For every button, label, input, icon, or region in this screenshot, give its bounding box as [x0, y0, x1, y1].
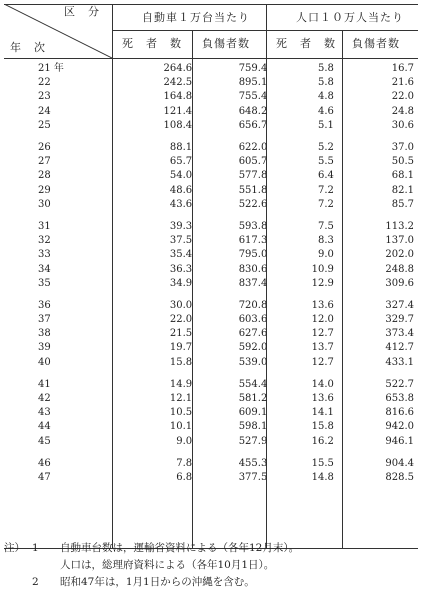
deaths-per-100k-pop-cell: 13.7	[311, 342, 334, 354]
table-row	[4, 184, 418, 198]
deaths-per-100k-pop-cell: 14.0	[311, 378, 334, 390]
header-mid-rule	[112, 30, 418, 31]
injured-per-10k-vehicles-cell: 895.1	[238, 77, 268, 89]
injured-per-10k-vehicles-cell: 656.7	[238, 119, 268, 131]
group-spacer	[4, 449, 418, 457]
table-row	[4, 248, 418, 262]
deaths-per-10k-vehicles-cell: 65.7	[169, 156, 193, 168]
deaths-per-100k-pop-cell: 14.8	[311, 471, 334, 483]
injured-per-100k-pop-cell: 373.4	[385, 328, 414, 340]
deaths-per-100k-pop-cell: 13.6	[311, 299, 334, 311]
injured-per-10k-vehicles-cell: 554.4	[238, 378, 268, 390]
deaths-per-100k-pop-cell: 16.2	[311, 435, 334, 447]
notes-label: 注）	[4, 542, 25, 554]
year-cell: 23	[38, 91, 51, 103]
year-cell: 27	[38, 156, 51, 168]
table-row	[4, 62, 418, 76]
note-2-line-1	[4, 574, 418, 591]
injured-per-100k-pop-cell: 816.6	[385, 407, 414, 419]
injured-per-100k-pop-cell: 653.8	[385, 393, 414, 405]
group1-header: 自動車１万台当たり	[142, 11, 250, 24]
table-row	[4, 277, 418, 291]
year-cell: 31	[38, 220, 51, 232]
injured-per-10k-vehicles-cell: 648.2	[238, 105, 268, 117]
injured-per-100k-pop-cell: 904.4	[385, 457, 414, 469]
deaths-per-10k-vehicles-cell: 12.1	[169, 393, 193, 405]
deaths-per-10k-vehicles-cell: 164.8	[163, 91, 193, 103]
deaths-per-10k-vehicles-cell: 7.8	[176, 457, 193, 469]
year-cell: 46	[38, 457, 51, 469]
injured-per-10k-vehicles-cell: 593.8	[238, 220, 268, 232]
deaths-per-100k-pop-cell: 12.9	[311, 277, 334, 289]
deaths-per-10k-vehicles-cell: 264.6	[163, 63, 193, 75]
year-cell: 25	[38, 119, 51, 131]
deaths-per-10k-vehicles-cell: 54.0	[169, 170, 193, 182]
injured-per-100k-pop-cell: 522.7	[385, 378, 414, 390]
deaths-per-10k-vehicles-cell: 37.5	[169, 235, 193, 247]
injured-per-100k-pop-cell: 942.0	[385, 421, 414, 433]
year-cell: 35	[38, 277, 51, 289]
injured-per-100k-pop-cell: 433.1	[385, 356, 414, 368]
col-deaths-header: 死 者 数	[122, 37, 182, 50]
year-cell: 42	[38, 393, 51, 405]
corner-bottom-label: 年 次	[10, 41, 46, 54]
table-row	[4, 406, 418, 420]
injured-per-10k-vehicles-cell: 455.3	[238, 457, 268, 469]
injured-per-10k-vehicles-cell: 627.6	[238, 328, 268, 340]
deaths-per-100k-pop-cell: 9.0	[317, 249, 334, 261]
deaths-per-10k-vehicles-cell: 39.3	[169, 220, 193, 232]
injured-per-100k-pop-cell: 82.1	[391, 184, 414, 196]
injured-per-100k-pop-cell: 412.7	[385, 342, 414, 354]
table-row	[4, 105, 418, 119]
year-cell: 45	[38, 435, 51, 447]
deaths-per-100k-pop-cell: 5.5	[317, 156, 334, 168]
injured-per-10k-vehicles-cell: 795.0	[238, 249, 268, 261]
injured-per-10k-vehicles-cell: 605.7	[238, 156, 268, 168]
note-2-text-1: 昭和47年は，1月1日からの沖縄を含む。	[60, 576, 255, 588]
injured-per-100k-pop-cell: 113.2	[385, 220, 414, 232]
deaths-per-10k-vehicles-cell: 48.6	[169, 184, 193, 196]
injured-per-100k-pop-cell: 327.4	[385, 299, 414, 311]
injured-per-100k-pop-cell: 37.0	[391, 142, 414, 154]
deaths-per-10k-vehicles-cell: 88.1	[169, 142, 193, 154]
deaths-per-100k-pop-cell: 15.5	[311, 457, 334, 469]
injured-per-10k-vehicles-cell: 617.3	[238, 235, 268, 247]
deaths-per-100k-pop-cell: 10.9	[311, 263, 334, 275]
table-row	[4, 234, 418, 248]
note-1-line-2	[4, 557, 418, 574]
year-cell: 32	[38, 235, 51, 247]
deaths-per-10k-vehicles-cell: 121.4	[163, 105, 193, 117]
deaths-per-100k-pop-cell: 12.7	[311, 356, 334, 368]
table-row	[4, 220, 418, 234]
deaths-per-100k-pop-cell: 12.0	[311, 314, 334, 326]
year-cell: 29	[38, 184, 51, 196]
year-cell: 43	[38, 407, 51, 419]
deaths-per-10k-vehicles-cell: 30.0	[169, 299, 193, 311]
deaths-per-100k-pop-cell: 4.6	[317, 105, 334, 117]
injured-per-100k-pop-cell: 50.5	[391, 156, 414, 168]
year-cell: 41	[38, 378, 51, 390]
injured-per-100k-pop-cell: 68.1	[391, 170, 414, 182]
injured-per-10k-vehicles-cell: 577.8	[238, 170, 268, 182]
table-row	[4, 392, 418, 406]
year-cell: 22	[38, 77, 51, 89]
injured-per-100k-pop-cell: 828.5	[385, 471, 414, 483]
table-row	[4, 119, 418, 133]
table-row	[4, 141, 418, 155]
injured-per-10k-vehicles-cell: 551.8	[238, 184, 268, 196]
table-row	[4, 313, 418, 327]
deaths-per-10k-vehicles-cell: 15.8	[169, 356, 193, 368]
deaths-per-100k-pop-cell: 7.2	[317, 198, 334, 210]
deaths-per-10k-vehicles-cell: 242.5	[163, 77, 193, 89]
injured-per-10k-vehicles-cell: 830.6	[238, 263, 268, 275]
group-spacer	[4, 133, 418, 141]
year-cell: 47	[38, 471, 51, 483]
deaths-per-100k-pop-cell: 7.5	[317, 220, 334, 232]
year-cell: 38	[38, 328, 51, 340]
deaths-per-10k-vehicles-cell: 43.6	[169, 198, 193, 210]
corner-top-label: 区 分	[64, 5, 100, 18]
deaths-per-100k-pop-cell: 15.8	[311, 421, 334, 433]
year-cell: 40	[38, 356, 51, 368]
table-row	[4, 299, 418, 313]
col-injured-header: 負傷者数	[202, 37, 250, 50]
year-cell: 30	[38, 198, 51, 210]
deaths-per-100k-pop-cell: 14.1	[311, 407, 334, 419]
deaths-per-10k-vehicles-cell: 6.8	[176, 471, 193, 483]
deaths-per-100k-pop-cell: 13.6	[311, 393, 334, 405]
deaths-per-100k-pop-cell: 4.8	[317, 91, 334, 103]
table-row	[4, 262, 418, 276]
year-cell: 34	[38, 263, 51, 275]
deaths-per-10k-vehicles-cell: 10.5	[169, 407, 193, 419]
table-row	[4, 155, 418, 169]
injured-per-10k-vehicles-cell: 592.0	[238, 342, 268, 354]
header-bottom-rule	[4, 58, 418, 59]
table-row	[4, 420, 418, 434]
injured-per-100k-pop-cell: 85.7	[391, 198, 414, 210]
injured-per-10k-vehicles-cell: 539.0	[238, 356, 268, 368]
col-deaths2-header: 死 者 数	[276, 37, 336, 50]
deaths-per-100k-pop-cell: 5.1	[317, 119, 334, 131]
injured-per-10k-vehicles-cell: 755.4	[238, 91, 268, 103]
deaths-per-100k-pop-cell: 8.3	[317, 235, 334, 247]
injured-per-10k-vehicles-cell: 759.4	[238, 63, 268, 75]
injured-per-10k-vehicles-cell: 720.8	[238, 299, 268, 311]
deaths-per-10k-vehicles-cell: 108.4	[163, 119, 193, 131]
deaths-per-100k-pop-cell: 7.2	[317, 184, 334, 196]
injured-per-100k-pop-cell: 30.6	[391, 119, 414, 131]
group2-header: 人口１０万人当たり	[296, 11, 404, 24]
table-row	[4, 378, 418, 392]
year-cell: 33	[38, 249, 51, 261]
note-1-text-2: 人口は，総理府資料による（各年10月1日）。	[60, 559, 275, 571]
table-row	[4, 356, 418, 370]
year-cell: 37	[38, 314, 51, 326]
deaths-per-10k-vehicles-cell: 9.0	[176, 435, 193, 447]
deaths-per-100k-pop-cell: 5.8	[317, 77, 334, 89]
table-row	[4, 435, 418, 449]
injured-per-10k-vehicles-cell: 377.5	[238, 471, 268, 483]
table-row	[4, 327, 418, 341]
group-spacer	[4, 370, 418, 378]
year-cell: 36	[38, 299, 51, 311]
table-row	[4, 471, 418, 485]
deaths-per-10k-vehicles-cell: 19.7	[169, 342, 193, 354]
deaths-per-100k-pop-cell: 6.4	[317, 170, 334, 182]
deaths-per-100k-pop-cell: 5.2	[317, 142, 334, 154]
col-injured2-header: 負傷者数	[352, 37, 400, 50]
note-1-number: 1	[32, 542, 39, 554]
injured-per-10k-vehicles-cell: 622.0	[238, 142, 268, 154]
year-cell: 44	[38, 421, 51, 433]
note-2-number: 2	[32, 576, 39, 588]
injured-per-100k-pop-cell: 16.7	[391, 63, 414, 75]
table-row	[4, 341, 418, 355]
year-cell: 24	[38, 105, 51, 117]
deaths-per-10k-vehicles-cell: 10.1	[169, 421, 193, 433]
injured-per-10k-vehicles-cell: 581.2	[238, 393, 268, 405]
deaths-per-10k-vehicles-cell: 14.9	[169, 378, 193, 390]
note-1-text-1: 自動車台数は，運輸省資料による（各年12月末）。	[60, 542, 300, 554]
injured-per-100k-pop-cell: 202.0	[385, 249, 414, 261]
injured-per-10k-vehicles-cell: 609.1	[238, 407, 268, 419]
year-cell: 21 年	[38, 63, 64, 75]
injured-per-100k-pop-cell: 137.0	[385, 235, 414, 247]
year-cell: 39	[38, 342, 51, 354]
injured-per-10k-vehicles-cell: 522.6	[238, 198, 268, 210]
deaths-per-10k-vehicles-cell: 22.0	[169, 314, 193, 326]
notes	[4, 540, 418, 591]
injured-per-100k-pop-cell: 946.1	[385, 435, 414, 447]
injured-per-100k-pop-cell: 22.0	[391, 91, 414, 103]
injured-per-100k-pop-cell: 21.6	[391, 77, 414, 89]
note-1-line-1	[4, 540, 418, 557]
injured-per-10k-vehicles-cell: 527.9	[238, 435, 268, 447]
table-row	[4, 457, 418, 471]
deaths-per-100k-pop-cell: 12.7	[311, 328, 334, 340]
injured-per-10k-vehicles-cell: 598.1	[238, 421, 268, 433]
injured-per-100k-pop-cell: 24.8	[391, 105, 414, 117]
deaths-per-100k-pop-cell: 5.8	[317, 63, 334, 75]
table-row	[4, 169, 418, 183]
year-cell: 26	[38, 142, 51, 154]
deaths-per-10k-vehicles-cell: 21.5	[169, 328, 193, 340]
injured-per-100k-pop-cell: 309.6	[385, 277, 414, 289]
injured-per-100k-pop-cell: 329.7	[385, 314, 414, 326]
deaths-per-10k-vehicles-cell: 35.4	[169, 249, 193, 261]
table-row	[4, 76, 418, 90]
injured-per-100k-pop-cell: 248.8	[385, 263, 414, 275]
table-row	[4, 90, 418, 104]
year-cell: 28	[38, 170, 51, 182]
deaths-per-10k-vehicles-cell: 36.3	[169, 263, 193, 275]
group-spacer	[4, 291, 418, 299]
injured-per-10k-vehicles-cell: 603.6	[238, 314, 268, 326]
deaths-per-10k-vehicles-cell: 34.9	[169, 277, 193, 289]
group-spacer	[4, 212, 418, 220]
table-row	[4, 198, 418, 212]
data-table	[4, 62, 418, 485]
injured-per-10k-vehicles-cell: 837.4	[238, 277, 268, 289]
